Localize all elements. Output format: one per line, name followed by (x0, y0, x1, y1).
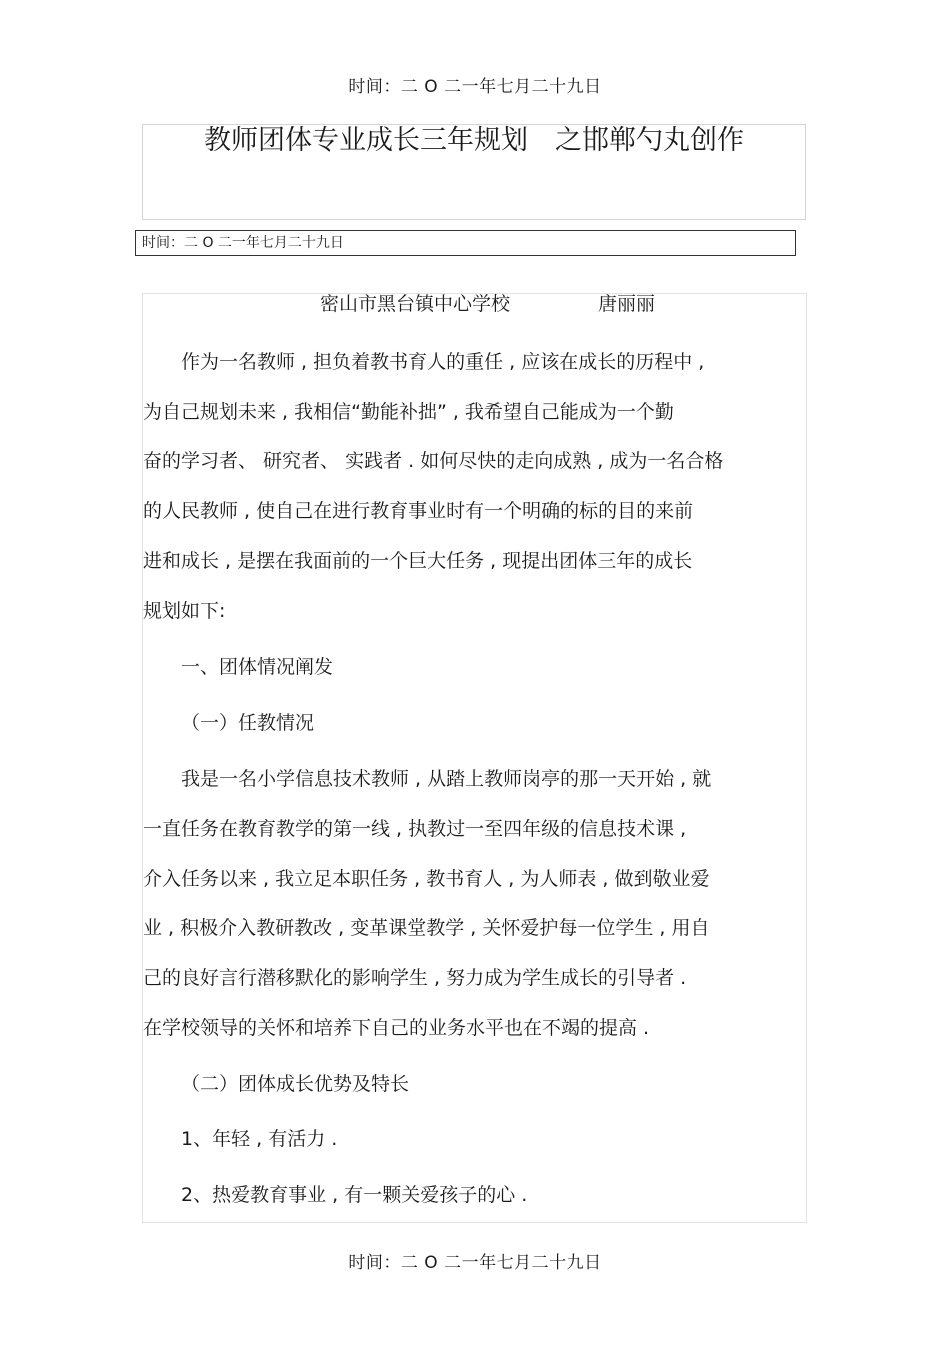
paragraph-line: 业 , 积极介入教研教改 , 变革课堂教学 , 关怀爱护每一位学生 , 用自 (143, 917, 710, 939)
paragraph-line: 我是一名小学信息技术教师 , 从踏上教师岗亭的那一天开始 , 就 (181, 768, 712, 790)
footer-date: 时间：二 O 二一年七月二十九日 (348, 1253, 602, 1273)
date-box: 时间：二 O 二一年七月二十九日 (135, 230, 796, 256)
paragraph-line: 规划如下: (143, 600, 226, 622)
paragraph-line: 一直任务在教育教学的第一线 , 执教过一至四年级的信息技术课 , (143, 818, 687, 840)
paragraph-line: 在学校领导的关怀和培养下自己的业务水平也在不竭的提高 . (143, 1017, 650, 1039)
paragraph-line: 己的良好言行潜移默化的影响学生 , 努力成为学生成长的引导者 . (143, 967, 687, 989)
list-item: 2、热爱教育事业 , 有一颗关爱孩子的心 . (181, 1184, 528, 1206)
paragraph-line: 介入任务以来 , 我立足本职任务 , 教书育人 , 为人师表 , 做到敬业爱 (143, 868, 710, 890)
subsection-heading: （一）任教情况 (181, 712, 315, 734)
paragraph-line: 作为一名教师 , 担负着教书育人的重任 , 应该在成长的历程中 , (181, 351, 705, 373)
paragraph-line: 奋的学习者、 研究者、 实践者 . 如何尽快的走向成熟 , 成为一名合格 (143, 450, 724, 472)
paragraph-line: 的人民教师 , 使自己在进行教育事业时有一个明确的标的目的来前 (143, 500, 694, 522)
header-date: 时间：二 O 二一年七月二十九日 (348, 77, 602, 97)
subsection-heading: （二）团体成长优势及特长 (181, 1073, 410, 1095)
paragraph-line: 进和成长 , 是摆在我面前的一个巨大任务 , 现提出团体三年的成长 (143, 550, 693, 572)
section-heading: 一、团体情况阐发 (181, 656, 334, 678)
byline-author: 唐丽丽 (598, 293, 656, 315)
paragraph-line: 为自己规划未来 , 我相信“勤能补拙” , 我希望自己能成为一个勤 (143, 401, 674, 423)
document-title: 教师团体专业成长三年规划 之邯郸勺丸创作 (204, 125, 744, 156)
byline-school: 密山市黑台镇中心学校 (320, 293, 511, 315)
list-item: 1、年轻 , 有活力 . (181, 1128, 338, 1150)
